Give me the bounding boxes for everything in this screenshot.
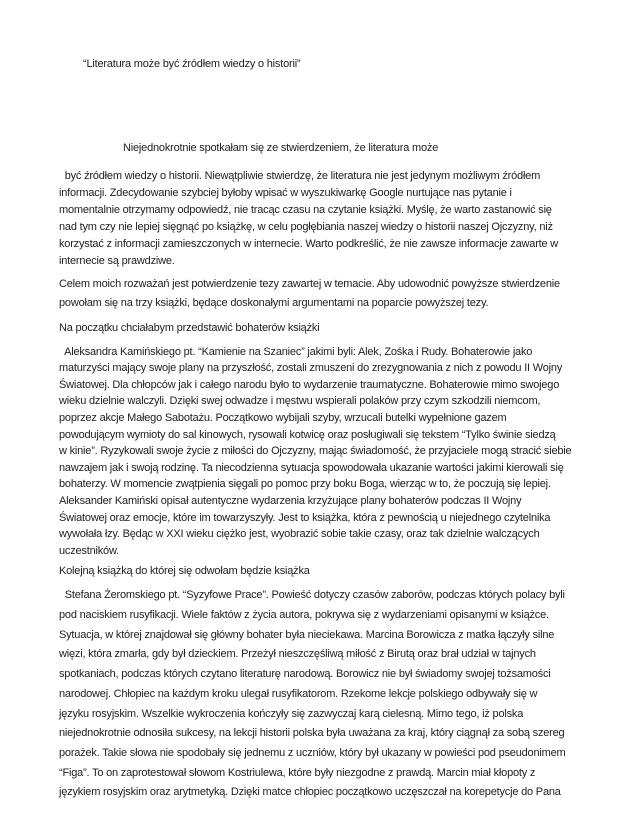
text-line: Sytuacja, w której znajdował się główny bohater była nieciekawa. Marcina Borowicza z matka łączyły silne <box>59 628 555 641</box>
text-line: Światowej oraz emocje, które im towarzyszyły. Jest to książka, która z pewnością u niejednego czytelnika <box>59 511 551 524</box>
text-line: wywołała łzy. Będąc w XXI wieku ciężko jest, wyobrazić sobie takie czasy, oraz tak dzielnie walczących <box>59 528 540 541</box>
paragraph-syzyfowe-prace <box>59 586 602 803</box>
text-line: Światowej. Dla chłopców jak i całego narodu było to wydarzenie traumatyczne. Bohaterowie mimo swojego <box>59 378 560 391</box>
text-line: uczestników. <box>59 544 119 557</box>
text-line: wieku dzielnie walczyli. Dzięki swej odwadze i męstwu wspierali polaków przy czym szkodzili niemcom, <box>59 395 541 408</box>
text-line: bohaterzy. W momencie zwątpienia sięgali po pomoc przy boku Boga, wierząc w to, że poczują się lepiej. <box>59 478 551 491</box>
text-line: spotkaniach, podczas których czytano literaturę narodową. Borowicz nie był świadomy swojej tożsamości <box>59 668 551 681</box>
text-line: momentalnie otrzymamy odpowiedź, nie tracąc czasu na czytanie książki. Myślę, że warto zastanowić się <box>59 204 552 216</box>
paragraph-book2-intro <box>59 562 602 581</box>
paragraph-thesis <box>59 275 602 313</box>
text-line: języku rosyjskim. Wszelkie wykroczenia kończyły się zazwyczaj karą cielesną. Mimo tego, iż polska <box>59 707 524 720</box>
text-line: Niejednokrotnie spotkałam się ze stwierdzeniem, że literatura może <box>123 142 439 154</box>
text-line: maturzyści mający swoje plany na przyszłość, zostali zmuszeni do zrezygnowania z nich z powodu II Wojny <box>59 362 563 375</box>
text-line: Stefana Żeromskiego pt. “Syzyfowe Prace”. Powieść dotyczy czasów zaborów, podczas których polacy byli <box>59 589 565 602</box>
text-line: “Literatura może być źródłem wiedzy o historii” <box>83 58 301 70</box>
paragraph-intro <box>59 168 602 270</box>
text-line: być źródłem wiedzy o historii. Niewątpliwie stwierdzę, że literatura nie jest jedynym możliwym źródłem <box>59 170 541 182</box>
text-line: nad tym czy nie lepiej sięgnąć po książkę, w celu pogłębiania naszej wiedzy o historii naszej Ojczyzny, niż <box>59 221 553 233</box>
text-line: pod naciskiem rusyfikacji. Wiele faktów z życia autora, pokrywa się z wydarzeniami opisanymi w książce. <box>59 609 549 622</box>
text-line: Na początku chciałabym przedstawić bohaterów książki <box>59 321 320 334</box>
paragraph-kamienie-na-szaniec <box>59 344 602 560</box>
text-line: Aleksandra Kamińskiego pt. “Kamienie na Szaniec” jakimi byli: Alek, Zośka i Rudy. Bohaterowie jako <box>59 345 533 358</box>
text-line: Aleksander Kamiński opisał autentyczne wydarzenia krzyżujące plany bohaterów podczas II Wojny <box>59 494 522 507</box>
text-line: “Figa”. To on zaprotestował słowom Kostriulewa, które były niezgodne z prawdą. Marcin miał kłopoty z <box>59 766 536 779</box>
text-line: Kolejną książką do której się odwołam będzie książka <box>59 565 310 578</box>
text-line: powołam się na trzy książki, będące doskonałymi argumentami na poparcie powyższej tezy. <box>59 296 489 309</box>
text-line: porażek. Takie słowa nie spodobały się jednemu z uczniów, który był ukazany w powieści pod pseudonimem <box>59 746 566 759</box>
text-line: informacji. Zdecydowanie szybciej byłoby wpisać w wyszukiwarkę Google nurtujące nas pytanie i <box>59 187 512 199</box>
text-line: nawzajem jak i swoją rodzinę. Ta niecodzienna sytuacja spowodowała ukazanie wartości jakimi kierowali się <box>59 461 564 474</box>
text-line: językiem rosyjskim oraz arytmetyką. Dzięki matce chłopiec początkowo uczęszczał na korepetycje do Pana <box>59 786 561 799</box>
text-line: Celem moich rozważań jest potwierdzenie tezy zawartej w temacie. Aby udowodnić powyższe stwierdzenie <box>59 278 560 290</box>
text-line: poprzez akcje Małego Sabotażu. Początkowo wybijali szyby, wrzucali butelki wypełnione gazem <box>59 411 507 424</box>
text-line: w kinie”. Ryzykowali swoje życie z miłości do Ojczyzny, mając świadomość, że przyjaciele mogą stracić siebie <box>59 445 572 458</box>
text-line: niejednokrotnie odnosiła sukcesy, na lekcji historii polska była uważana za kraj, który ciągnął za sobą szereg <box>59 727 565 740</box>
text-line: powodującym wymioty do sal kinowych, rysowali kotwicę oraz posługiwali się tekstem “Tylko świnie siedzą <box>59 428 556 441</box>
text-line: narodowej. Chłopiec na każdym kroku ulegał rusyfikatorom. Rzekome lekcje polskiego odbywały się w <box>59 687 538 700</box>
essay-title <box>83 56 602 72</box>
text-line: internecie są prawdziwe. <box>59 255 175 267</box>
text-line: więzi, która zmarła, gdy był dzieckiem. Przeżył nieszczęśliwą miłość z Birutą oraz brał udział w tajnych <box>59 648 536 661</box>
text-line: korzystać z informacji zamieszczonych w internecie. Warto podkreślić, że nie zawsze informacje zawarte w <box>59 238 559 250</box>
opening-line <box>123 140 602 157</box>
paragraph-book1-intro <box>59 319 602 338</box>
